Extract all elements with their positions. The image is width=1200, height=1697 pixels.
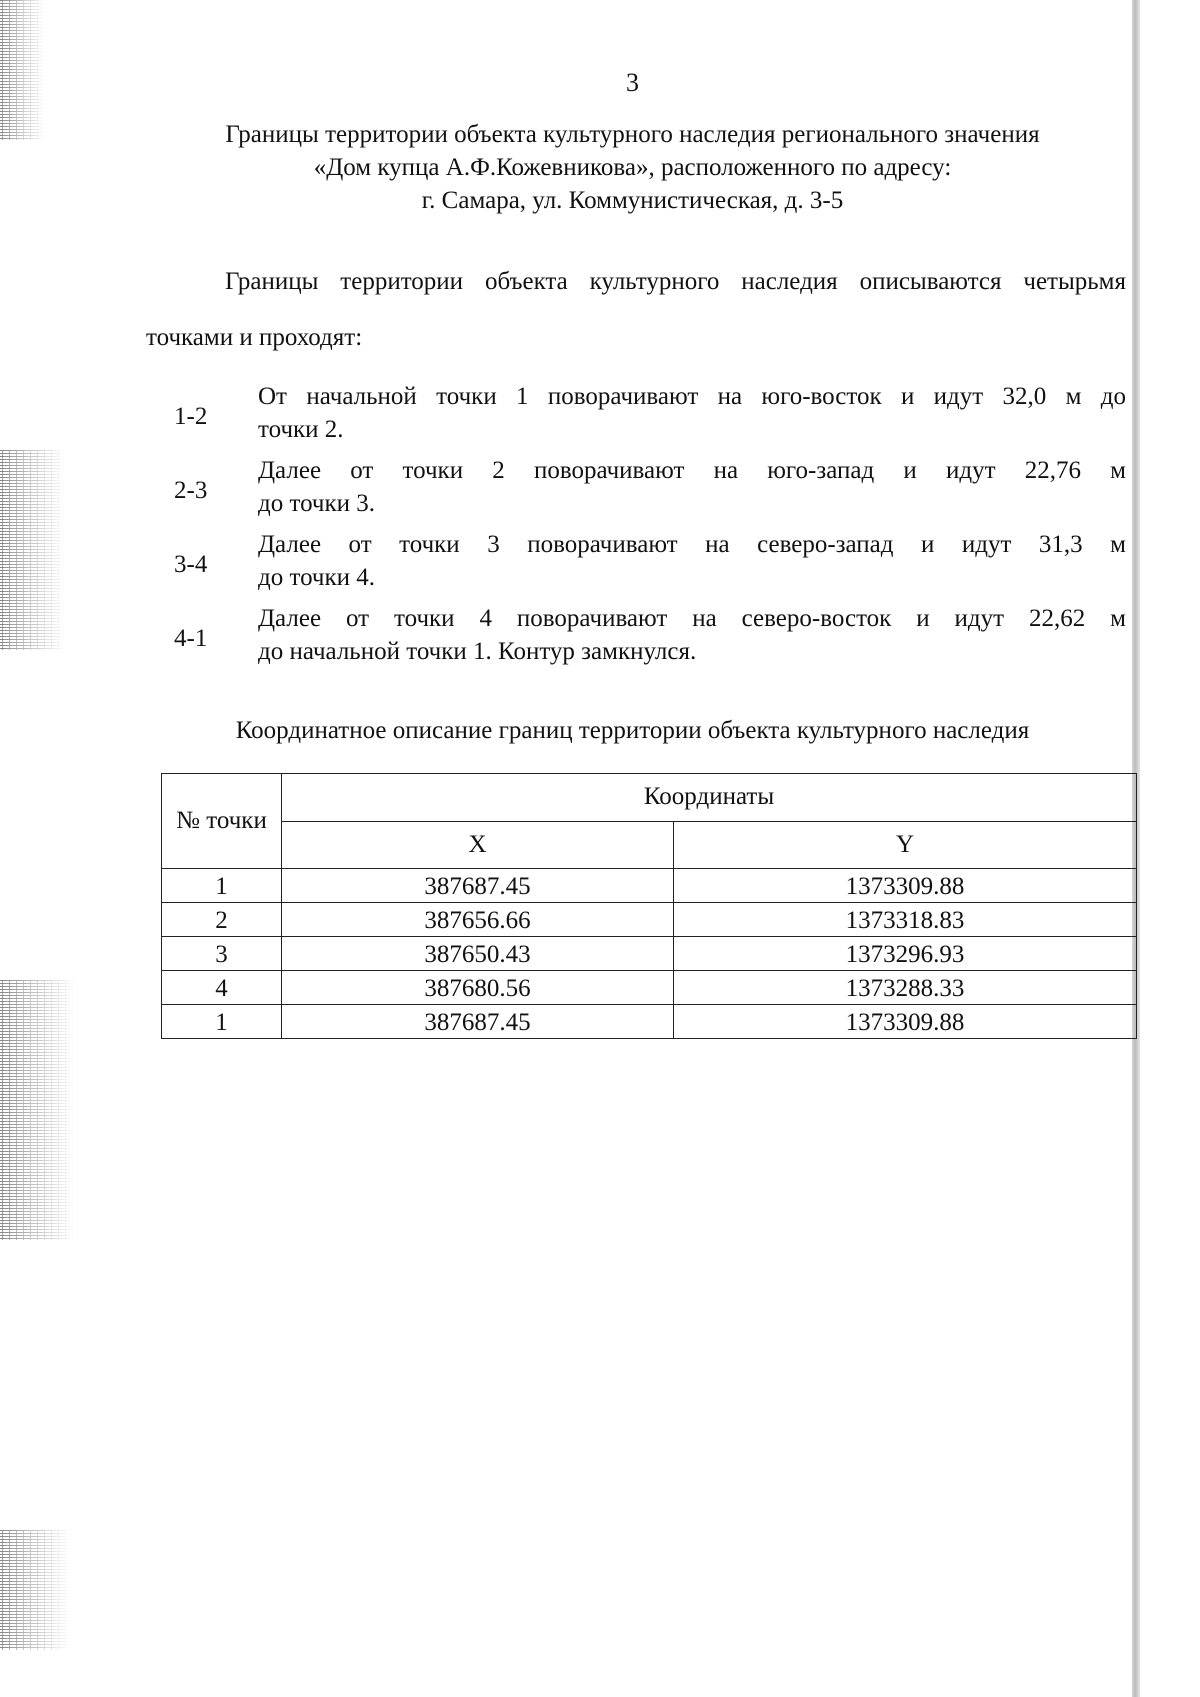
table-row [162, 903, 1137, 937]
segment-id: 4-1 [174, 625, 208, 652]
cell-y: 1373288.33 [674, 971, 1137, 1005]
segment-description [258, 528, 1126, 594]
segment-line: точки 2. [258, 416, 344, 443]
header-coordinates: Координаты [282, 774, 1137, 822]
cell-y: 1373318.83 [674, 903, 1137, 937]
cell-y: 1373296.93 [674, 937, 1137, 971]
intro-line: Границы территории объекта культурного наследия описываются четырьмя [225, 268, 1126, 295]
cell-x: 387650.43 [282, 937, 674, 971]
segment-line: Далее от точки 3 поворачивают на северо-запад и идут 31,3 м [258, 531, 1126, 558]
cell-x: 387687.45 [282, 1005, 674, 1039]
cell-x: 387656.66 [282, 903, 674, 937]
scan-noise-strip [0, 980, 75, 1240]
cell-y: 1373309.88 [674, 869, 1137, 903]
segment-description [258, 602, 1126, 668]
cell-point: 3 [162, 937, 282, 971]
title-line: г. Самара, ул. Коммунистическая, д. 3-5 [421, 187, 844, 214]
title-line: «Дом купца А.Ф.Кожевникова», расположенного по адресу: [313, 154, 952, 181]
segment-line: Далее от точки 2 поворачивают на юго-запад и идут 22,76 м [258, 457, 1126, 484]
table-row [162, 1005, 1137, 1039]
document-title [0, 118, 1200, 217]
header-y: Y [674, 821, 1137, 869]
segment-item [146, 528, 1126, 602]
scan-noise-strip [0, 450, 65, 650]
segment-line: От начальной точки 1 поворачивают на юго-восток и идут 32,0 м до [258, 383, 1126, 410]
intro-line: точками и проходят: [146, 324, 363, 351]
cell-point: 2 [162, 903, 282, 937]
segment-id: 2-3 [174, 477, 208, 504]
cell-point: 1 [162, 869, 282, 903]
boundary-segments [146, 380, 1126, 676]
cell-point: 1 [162, 1005, 282, 1039]
coordinates-table [161, 773, 1137, 1039]
segment-item [146, 380, 1126, 454]
intro-paragraph [146, 254, 1126, 366]
table-row [162, 937, 1137, 971]
segment-line: до точки 4. [258, 564, 376, 591]
cell-x: 387687.45 [282, 869, 674, 903]
table-caption: Координатное описание границ территории объекта культурного наследия [235, 717, 1030, 744]
segment-description [258, 454, 1126, 520]
table-row [162, 971, 1137, 1005]
segment-id: 1-2 [174, 403, 208, 430]
cell-x: 387680.56 [282, 971, 674, 1005]
cell-point: 4 [162, 971, 282, 1005]
scan-noise-strip [0, 1530, 70, 1650]
cell-y: 1373309.88 [674, 1005, 1137, 1039]
segment-item [146, 602, 1126, 676]
title-line: Границы территории объекта культурного наследия регионального значения [225, 121, 1040, 148]
segment-line: Далее от точки 4 поворачивают на северо-восток и идут 22,62 м [258, 605, 1126, 632]
header-x: X [282, 821, 674, 869]
segment-line: до начальной точки 1. Контур замкнулся. [258, 638, 697, 665]
header-point-number: № точки [162, 774, 282, 869]
segment-line: до точки 3. [258, 490, 376, 517]
page-number: 3 [626, 68, 639, 97]
segment-item [146, 454, 1126, 528]
segment-description [258, 380, 1126, 446]
table-row [162, 869, 1137, 903]
segment-id: 3-4 [174, 551, 208, 578]
